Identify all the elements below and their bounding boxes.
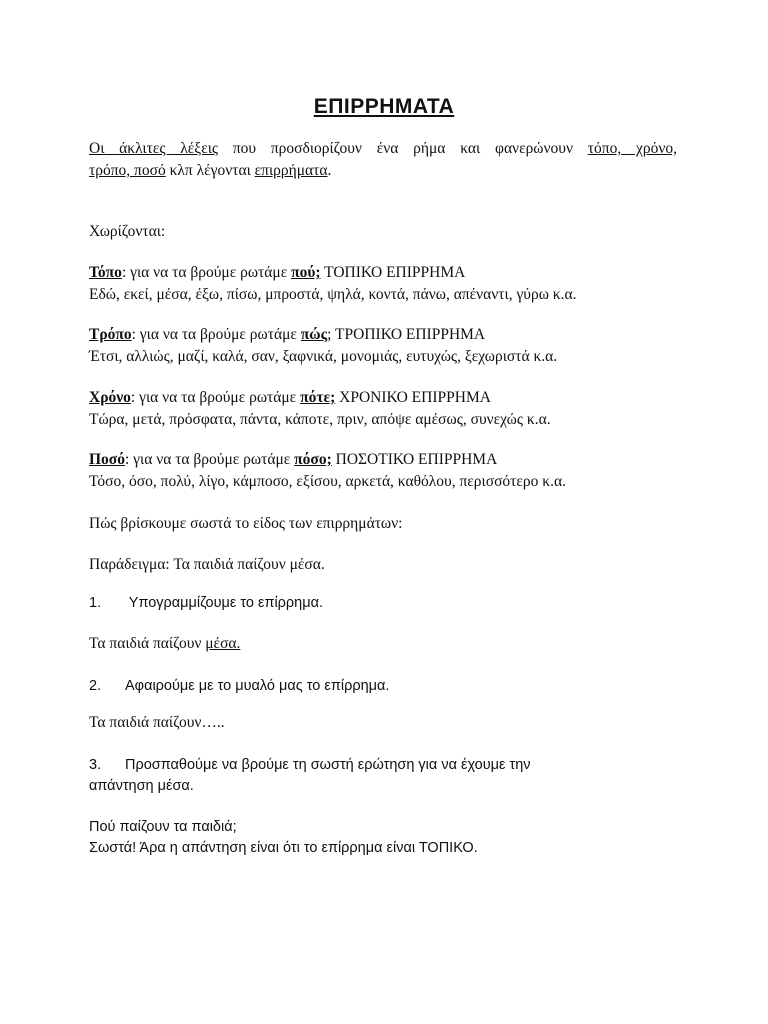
category-examples: Εδώ, εκεί, μέσα, έξω, πίσω, μπροστά, ψηλά, κοντά, πάνω, απέναντι, γύρω κ.α. (89, 286, 577, 303)
step-3-continued: απάντηση μέσα. (89, 778, 194, 794)
step-number: 3. (89, 757, 102, 773)
divided-heading: Χωρίζονται: (89, 223, 166, 240)
step-2 (89, 676, 389, 696)
conclusion-line: Σωστά! Άρα η απάντηση είναι ότι το επίρρημα είναι ΤΟΠΙΚΟ. (89, 840, 478, 856)
category-text: : για να τα βρούμε ρωτάμε (130, 389, 301, 406)
category-question: πόσο; (294, 451, 332, 468)
category-text: : για να τα βρούμε ρωτάμε (131, 326, 301, 343)
intro-underlined-term: Οι άκλιτες λέξεις (89, 140, 219, 157)
category-kind: ΤΟΠΙΚΟ ΕΠΙΡΡΗΜΑ (320, 264, 466, 281)
category-question: πότε; (300, 389, 336, 406)
category-kind: ΠΟΣΟΤΙΚΟ ΕΠΙΡΡΗΜΑ (331, 451, 498, 468)
category-place (89, 263, 465, 283)
underlined-adverb: μέσα. (205, 635, 241, 652)
category-text: : για να τα βρούμε ρωτάμε (121, 264, 292, 281)
question-line: Πού παίζουν τα παιδιά; (89, 819, 237, 835)
example-line: Παράδειγμα: Τα παιδιά παίζουν μέσα. (89, 556, 325, 573)
step-text: Υπογραμμίζουμε το επίρρημα. (125, 595, 324, 611)
category-quantity (89, 450, 497, 470)
sentence-text: Τα παιδιά παίζουν (89, 635, 206, 652)
step-3 (89, 755, 531, 775)
intro-underlined-meanings-2: τρόπο, ποσό (89, 162, 166, 179)
category-term: Χρόνο (89, 389, 131, 406)
category-term: Ποσό (89, 451, 125, 468)
category-text: : για να τα βρούμε ρωτάμε (125, 451, 295, 468)
intro-line-1 (89, 138, 677, 160)
category-term: Τρόπο (89, 326, 132, 343)
intro-underlined-word: επιρρήματα (254, 162, 328, 179)
intro-line-2 (89, 161, 331, 181)
category-kind: ; ΤΡΟΠΙΚΟ ΕΠΙΡΡΗΜΑ (327, 326, 486, 343)
category-kind: ΧΡΟΝΙΚΟ ΕΠΙΡΡΗΜΑ (335, 389, 491, 406)
intro-period: . (327, 162, 332, 179)
category-time (89, 388, 491, 408)
intro-underlined-meanings: τόπο, χρόνο, (587, 140, 677, 157)
category-question: πού; (291, 264, 321, 281)
page-title: ΕΠΙΡΡΗΜΑΤΑ (313, 95, 455, 118)
category-manner (89, 325, 485, 345)
intro-text: που προσδιορίζουν ένα ρήμα και φανερώνουν (218, 140, 588, 157)
intro-text-2: κλπ λέγονται (165, 162, 255, 179)
category-question: πώς (300, 326, 328, 343)
example-sentence-underlined (89, 634, 240, 654)
step-text: Προσπαθούμε να βρούμε τη σωστή ερώτηση για να έχουμε την (125, 757, 531, 773)
category-term: Τόπο (89, 264, 122, 281)
step-number: 1. (89, 595, 102, 611)
step-text: Αφαιρούμε με το μυαλό μας το επίρρημα. (125, 678, 390, 694)
how-to-heading: Πώς βρίσκουμε σωστά το είδος των επιρρημάτων: (89, 515, 403, 532)
category-examples: Έτσι, αλλιώς, μαζί, καλά, σαν, ξαφνικά, μονομιάς, ευτυχώς, ξεχωριστά κ.α. (89, 348, 558, 365)
category-examples: Τώρα, μετά, πρόσφατα, πάντα, κάποτε, πριν, απόψε αμέσως, συνεχώς κ.α. (89, 411, 551, 428)
step-number: 2. (89, 678, 102, 694)
example-sentence-removed: Τα παιδιά παίζουν….. (89, 714, 225, 731)
category-examples: Τόσο, όσο, πολύ, λίγο, κάμποσο, εξίσου, αρκετά, καθόλου, περισσότερο κ.α. (89, 473, 566, 490)
step-1 (89, 593, 323, 613)
